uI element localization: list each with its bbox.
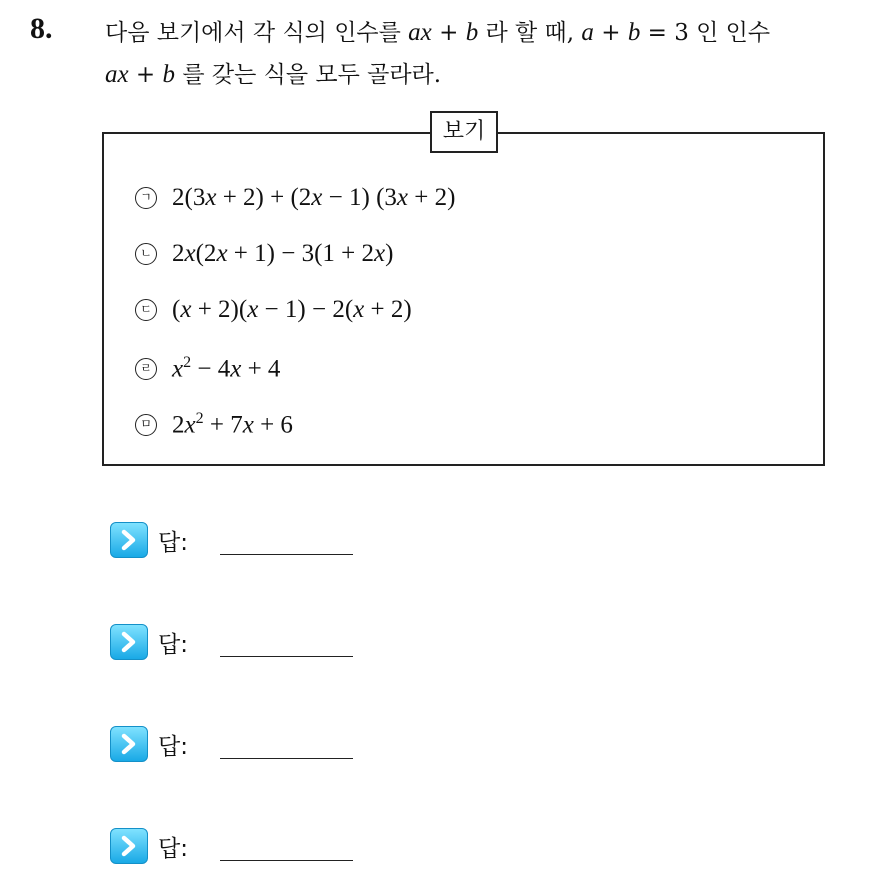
answer-row [110,624,353,660]
bogi-item [135,240,393,268]
answer-label: 답: [158,631,188,658]
item-marker: ㄴ [135,243,157,265]
question-text: + [593,20,628,46]
math-variable: ax [105,61,129,88]
math-variable: x [184,240,196,267]
math-text: − 1) − 2( [258,296,354,323]
exponent: 2 [195,410,204,427]
math-text: (2 [195,240,217,267]
math-text: + 2)( [191,296,248,323]
math-text: + 2) [408,184,456,211]
math-text: + 4 [241,355,281,383]
chevron-right-icon [110,522,148,558]
answer-row [110,828,353,864]
math-text: − 4 [191,355,231,383]
question-text: + [431,20,466,46]
math-variable: ax [408,19,432,46]
chevron-right-icon [110,828,148,864]
math-variable: x [396,184,409,211]
answer-blank[interactable] [220,553,353,555]
math-text: + 2) [364,296,412,323]
math-text: + 1) − 3(1 + 2 [227,240,374,267]
question-text: 다음 보기에서 각 식의 인수를 [105,20,409,46]
question-text: 라 할 때, [478,20,582,46]
math-variable: x [172,355,184,383]
math-text: ( [172,296,181,323]
answer-blank[interactable] [220,655,353,657]
item-expression [172,240,393,268]
math-variable: x [230,355,242,383]
item-marker: ㄱ [135,187,157,209]
item-marker: ㄷ [135,299,157,321]
math-variable: a [581,19,594,46]
question-text-line-1 [105,14,770,47]
bogi-item [135,184,455,212]
bogi-title: 보기 [430,111,498,153]
math-text: ) [385,240,394,267]
bogi-item [135,354,280,383]
math-text: 2(3 [172,184,206,211]
math-text: + 2) + (2 [216,184,312,211]
item-marker: ㄹ [135,358,157,380]
math-variable: x [311,184,323,211]
answer-label: 답: [158,529,188,556]
chevron-right-icon [110,624,148,660]
item-marker: ㅁ [135,414,157,436]
question-text-line-2 [105,56,441,89]
item-expression [172,184,455,212]
math-variable: x [216,240,228,267]
question-text: 를 갖는 식을 모두 골라라. [175,62,442,88]
math-text: + 6 [253,411,293,439]
math-text: + 7 [203,411,243,439]
item-expression [172,296,412,324]
bogi-item [135,296,412,324]
math-variable: x [180,296,192,323]
answer-blank[interactable] [220,859,353,861]
bogi-item [135,410,293,439]
answer-blank[interactable] [220,757,353,759]
chevron-right-icon [110,726,148,762]
math-text: 2 [172,411,185,439]
question-text: = 3 인 인수 [640,20,771,46]
question-number: 8. [30,12,53,45]
answer-row [110,726,353,762]
answer-row [110,522,353,558]
exponent: 2 [183,354,192,371]
math-variable: b [627,19,641,46]
math-variable: b [162,61,176,88]
math-variable: x [242,411,254,439]
math-variable: x [184,411,196,439]
answer-label: 답: [158,835,188,862]
question-text: + [128,62,163,88]
math-variable: b [465,19,479,46]
math-text: 2 [172,240,185,267]
item-expression [172,410,293,439]
math-variable: x [247,296,259,323]
math-variable: x [205,184,217,211]
math-text: − 1) (3 [322,184,397,211]
math-variable: x [374,240,386,267]
answer-label: 답: [158,733,188,760]
math-variable: x [353,296,365,323]
item-expression [172,354,280,383]
